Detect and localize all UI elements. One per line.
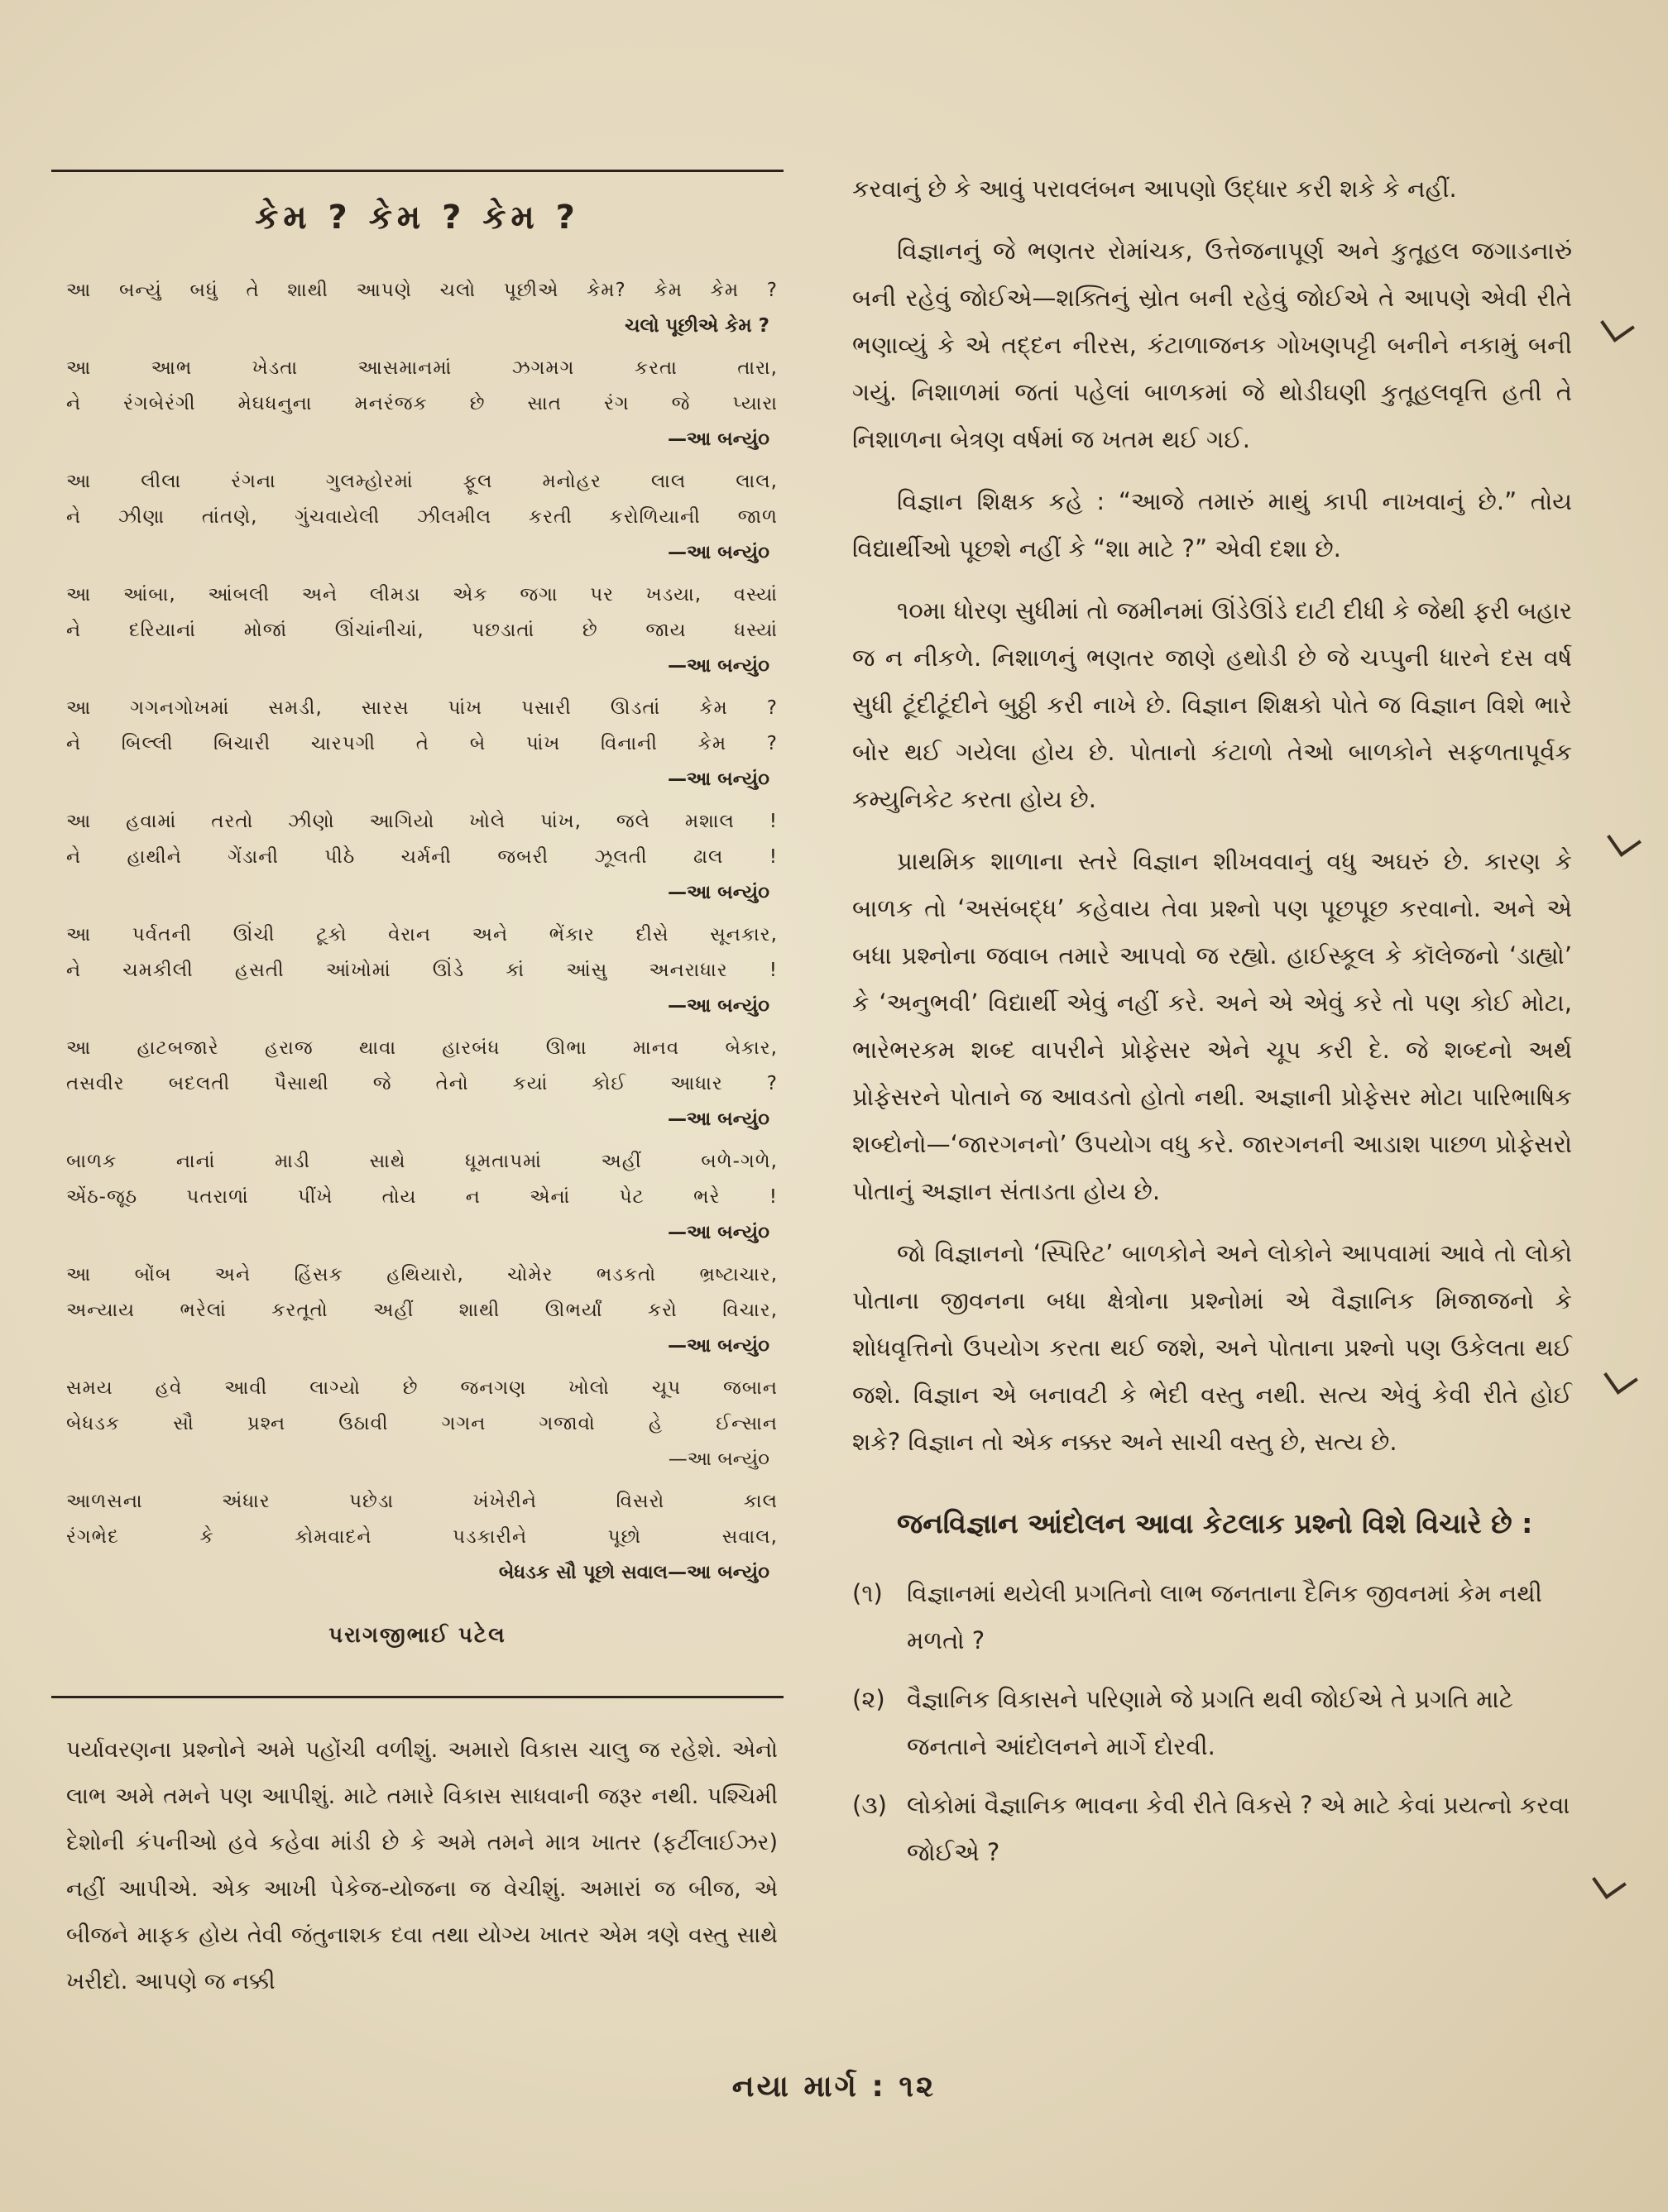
poem-stanza	[66, 464, 778, 571]
poem-refrain: —આ બન્યું૦	[668, 1448, 769, 1470]
poem-stanza	[66, 351, 778, 457]
poem-stanza	[66, 577, 778, 684]
poem-body	[66, 273, 778, 1597]
poem-line: આ બોંબ અને હિંસક હથિયારો, ચોમેર ભડકતો ભ્રષ્ટાચાર,	[66, 1264, 778, 1286]
poem-line: અન્યાય ભરેલાં કરતૂતો અહીં શાથી ઊભર્યાં કરો વિચાર,	[66, 1300, 778, 1321]
poem-line: આ પર્વતની ઊંચી ટૂકો વેરાન અને ભેંકાર દીસે સૂનકાર,	[66, 924, 778, 946]
poem-line: તસવીર બદલતી પૈસાથી જે તેનો કયાં કોઈ આધાર ?	[66, 1073, 778, 1094]
poem-line: ને રંગબેરંગી મેઘધનુના મનરંજક છે સાત રંગ જે પ્યારા	[66, 393, 778, 414]
question-number: (૩)	[852, 1791, 887, 1819]
punch-hole-mark-icon	[1607, 822, 1642, 857]
question-item	[852, 1570, 1572, 1664]
section-heading: જનવિજ્ઞાન આંદોલન આવા કેટલાક પ્રશ્નો વિશે વિચારે છે :	[897, 1507, 1533, 1539]
article-paragraph: જો વિજ્ઞાનનો ‘સ્પિરિટ’ બાળકોને અને લોકોને આપવામાં આવે તો લોકો પોતાના જીવનના બધા ક્ષેત્રોના પ્રશ્નોમાં એ વૈજ્ઞાનિક મિજાજનો કે શોધવૃત્તિનો ઉપયોગ કરતા થઈ જશે, અને પોતાના પ્રશ્નો પણ ઉકેલતા થઈ જશે. વિજ્ઞાન એ બનાવટી કે ભેદી વસ્તુ નથી. સત્ય એવું કેવી રીતે હોઈ શકે? વિજ્ઞાન તો એક નક્કર અને સાચી વસ્તુ છે, સત્ય છે.	[852, 1239, 1572, 1456]
poem-refrain: —આ બન્યું૦	[668, 768, 769, 790]
poem-line: ને દરિયાનાં મોજાં ઊંચાંનીચાં, પછડાતાં છે જાય ધસ્યાં	[66, 620, 778, 641]
poem-stanza	[66, 804, 778, 911]
poem-stanza	[66, 1257, 778, 1364]
poem-refrain: —આ બન્યું૦	[668, 1335, 769, 1357]
poem-refrain: —આ બન્યું૦	[668, 542, 769, 563]
question-item	[852, 1782, 1572, 1876]
page-footer: નયા માર્ગ : ૧૨	[731, 2070, 937, 2104]
poem-line: ને ચમકીલી હસતી આંખોમાં ઊંડે કાં આંસુ અનરાધાર !	[66, 960, 778, 981]
poem-refrain: —આ બન્યું૦	[668, 1108, 769, 1130]
question-number: (૨)	[852, 1685, 885, 1713]
question-text: લોકોમાં વૈજ્ઞાનિક ભાવના કેવી રીતે વિકસે ? એ માટે કેવાં પ્રયત્નો કરવા જોઈએ ?	[907, 1791, 1570, 1866]
poem-refrain: ચલો પૂછીએ કેમ ?	[625, 315, 769, 337]
poem-stanza	[66, 1371, 778, 1477]
poem-line: રંગભેદ કે કોમવાદને પડકારીને પૂછો સવાલ,	[66, 1526, 778, 1548]
question-text: વૈજ્ઞાનિક વિકાસને પરિણામે જે પ્રગતિ થવી જોઈએ તે પ્રગતિ માટે જનતાને આંદોલનને માર્ગે દોરવી.	[907, 1685, 1513, 1760]
poem-title: કેમ ? કેમ ? કેમ ?	[255, 199, 580, 237]
poem-refrain: —આ બન્યું૦	[668, 655, 769, 677]
poem-stanza	[66, 1031, 778, 1137]
poem-refrain: —આ બન્યું૦	[668, 429, 769, 450]
article-paragraph: વિજ્ઞાન શિક્ષક કહે : “આજે તમારું માથું કાપી નાખવાનું છે.” તોય વિદ્યાર્થીઓ પૂછશે નહીં કે “શા માટે ?” એવી દશા છે.	[852, 487, 1572, 563]
article-paragraph: વિજ્ઞાનનું જે ભણતર રોમાંચક, ઉત્તેજનાપૂર્ણ અને કુતૂહલ જગાડનારું બની રહેવું જોઈએ—શક્તિનું સ્રોત બની રહેવું જોઈએ તે આપણે એવી રીતે ભણાવ્યું કે એ તદ્દન નીરસ, કંટાળાજનક ગોખણપટ્ટી બનીને નકામું બની ગયું. નિશાળમાં જતાં પહેલાં બાળકમાં જે થોડીઘણી કુતૂહલવૃત્તિ હતી તે નિશાળના બેત્રણ વર્ષમાં જ ખતમ થઈ ગઈ.	[852, 237, 1572, 453]
poem-line: ને બિલ્લી બિચારી ચારપગી તે બે પાંખ વિનાની કેમ ?	[66, 733, 778, 754]
poem-refrain: બેધડક સૌ પૂછો સવાલ—આ બન્યું૦	[498, 1562, 769, 1583]
poem-stanza	[66, 273, 778, 344]
top-left-rule	[51, 170, 784, 172]
question-text: વિજ્ઞાનમાં થયેલી પ્રગતિનો લાભ જનતાના દૈનિક જીવનમાં કેમ નથી મળતો ?	[907, 1579, 1542, 1654]
poem-line: ને હાથીને ગેંડાની પીઠે ચર્મની જબરી ઝૂલતી ઢાલ !	[66, 846, 778, 868]
poem-refrain: —આ બન્યું૦	[668, 995, 769, 1017]
poem-line: આળસના અંધાર પછેડા ખંખેરીને વિસરો કાલ	[66, 1491, 778, 1512]
punch-hole-mark-icon	[1603, 1360, 1638, 1395]
right-column	[852, 165, 1572, 1888]
poem-stanza	[66, 917, 778, 1024]
poem-line: આ હાટબજારે હરાજ થાવા હારબંધ ઊભા માનવ બેકાર,	[66, 1037, 778, 1059]
poem-line: આ આભ ખેડતા આસમાનમાં ઝગમગ કરતા તારા,	[66, 357, 778, 379]
poem-stanza	[66, 1484, 778, 1591]
poem-line: બાળક નાનાં માડી સાથે ધૂમતાપમાં અહીં બળે-ગળે,	[66, 1151, 778, 1172]
poem-refrain: —આ બન્યું૦	[668, 1222, 769, 1243]
left-prose-continuation: પર્યાવરણના પ્રશ્નોને અમે પહોંચી વળીશું. અમારો વિકાસ ચાલુ જ રહેશે. એનો લાભ અમે તમને પણ આપીશું. માટે તમારે વિકાસ સાધવાની જરૂર નથી. પશ્ચિમી દેશોની કંપનીઓ હવે કહેવા માંડી છે કે અમે તમને માત્ર ખાતર (ફર્ટીલાઈઝર) નહીં આપીએ. એક આખી પેકેજ-યોજના જ વેચીશું. અમારાં જ બીજ, એ બીજને માફક હોય તેવી જંતુનાશક દવા તથા યોગ્ય ખાતર એમ ત્રણે વસ્તુ સાથે ખરીદો. આપણે જ નક્કી	[66, 1737, 778, 1994]
poem-line: બેધડક સૌ પ્રશ્ન ઉઠાવી ગગન ગજાવો હે ઈન્સાન	[66, 1413, 778, 1434]
question-list	[852, 1570, 1572, 1876]
poem-refrain: —આ બન્યું૦	[668, 882, 769, 903]
poem-stanza	[66, 1144, 778, 1251]
poem-line: સમય હવે આવી લાગ્યો છે જનગણ ખોલો ચૂપ જબાન	[66, 1377, 778, 1399]
poem-end-rule	[51, 1696, 784, 1698]
article-paragraph: કરવાનું છે કે આવું પરાવલંબન આપણો ઉદ્ધાર કરી શકે કે નહીં.	[852, 175, 1457, 203]
poem-author: પરાગજીભાઈ પટેલ	[328, 1623, 506, 1648]
poem-line: આ ગગનગોખમાં સમડી, સારસ પાંખ પસારી ઊડતાં કેમ ?	[66, 697, 778, 719]
question-item	[852, 1676, 1572, 1770]
question-number: (૧)	[852, 1579, 883, 1607]
poem-line: આ આંબા, આંબલી અને લીમડા એક જગા પર ખડયા, વસ્યાં	[66, 584, 778, 606]
poem-line: આ લીલા રંગના ગુલમ્હોરમાં ફૂલ મનોહર લાલ લાલ,	[66, 471, 778, 492]
poem-line: આ હવામાં તરતો ઝીણો આગિયો ખોલે પાંખ, જલે મશાલ !	[66, 811, 778, 832]
poem-line: એંઠ-જૂઠ પતરાળાં પીંખે તોય ન એનાં પેટ ભરે !	[66, 1186, 778, 1208]
article-paragraphs	[852, 165, 1572, 1466]
poem-line: ને ઝીણા તાંતણે, ગુંચવાયેલી ઝીલમીલ કરતી કરોળિયાની જાળ	[66, 506, 778, 528]
poem-line: આ બન્યું બધું તે શાથી આપણે ચલો પૂછીએ કેમ? કેમ કેમ ?	[66, 280, 778, 301]
article-paragraph: ૧૦મા ધોરણ સુધીમાં તો જમીનમાં ઊંડેઊંડે દાટી દીધી કે જેથી ફરી બહાર જ ન નીકળે. નિશાળનું ભણતર જાણે હથોડી છે જે ચપ્પુની ધારને દસ વર્ષ સુધી ટૂંદીટૂંદીને બુઠ્ઠી કરી નાખે છે. વિજ્ઞાન શિક્ષકો પોતે જ વિજ્ઞાન વિશે ભારે બોર થઈ ગયેલા હોય છે. પોતાનો કંટાળો તેઓ બાળકોને સફળતાપૂર્વક કમ્યુનિકેટ કરતા હોય છે.	[852, 596, 1572, 813]
punch-hole-mark-icon	[1600, 308, 1635, 342]
poem-stanza	[66, 691, 778, 797]
punch-hole-mark-icon	[1592, 1865, 1627, 1899]
article-paragraph: પ્રાથમિક શાળાના સ્તરે વિજ્ઞાન શીખવવાનું વધુ અઘરું છે. કારણ કે બાળક તો ‘અસંબદ્ધ’ કહેવાય તેવા પ્રશ્નો પણ પૂછપૂછ કરવાનો. અને એ બધા પ્રશ્નોના જવાબ તમારે આપવો જ રહ્યો. હાઈસ્કૂલ કે કૉલેજનો ‘ડાહ્યો’ કે ‘અનુભવી’ વિદ્યાર્થી એવું નહીં કરે. અને એ એવું કરે તો પણ કોઈ મોટા, ભારેભરકમ શબ્દ વાપરીને પ્રોફેસર એને ચૂપ કરી દે. જે શબ્દનો અર્થ પ્રોફેસરને પોતાને જ આવડતો હોતો નથી. અજ્ઞાની પ્રોફેસર મોટા પારિભાષિક શબ્દોનો—‘જારગનનો’ ઉપયોગ વધુ કરે. જારગનની આડાશ પાછળ પ્રોફેસરો પોતાનું અજ્ઞાન સંતાડતા હોય છે.	[852, 847, 1572, 1205]
